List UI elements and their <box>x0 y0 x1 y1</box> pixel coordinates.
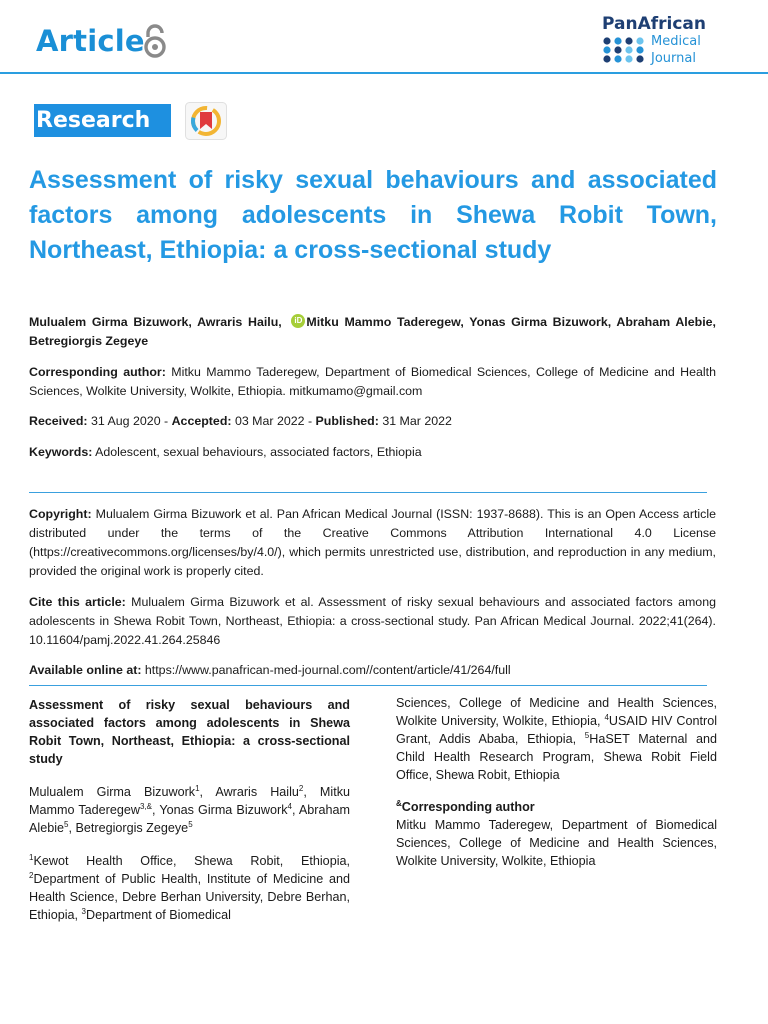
body-right-column <box>396 694 717 870</box>
online-url[interactable]: https://www.panafrican-med-journal.com//content/article/41/264/full <box>141 663 511 677</box>
publication-dates <box>29 412 716 431</box>
author-separator: , <box>151 803 160 817</box>
body-author-list <box>29 783 350 837</box>
author-name: Awraris Hailu <box>215 785 299 799</box>
cite-text: Mulualem Girma Bizuwork et al. Assessment of risky sexual behaviours and associated factors among adolescents in Shewa Robit Town, Northeast, Ethiopia: a cross-sectional study. Pan African Medical Journal. 2022;41(264). 10.11604/pamj.2022.41.264.25846 <box>29 595 716 647</box>
author-list <box>29 313 716 351</box>
affiliation-text: Kewot Health Office, Shewa Robit, Ethiopia, <box>33 854 350 868</box>
author-separator: , <box>68 821 76 835</box>
affiliation-text: Department of Public Health, Institute of Medicine and Health Science, Debre Berhan University, Debre Berhan, Ethiopia, <box>29 872 350 922</box>
affiliation-sup: 1 <box>29 852 34 862</box>
author-name: Mulualem Girma Bizuwork <box>29 785 196 799</box>
logo-dot <box>625 37 632 44</box>
affiliation-continued: Sciences, College of Medicine and Health Sciences, Wolkite University, Wolkite, Ethiopia, <box>396 696 717 728</box>
logo-dots-icon <box>602 36 648 66</box>
crossmark-icon[interactable] <box>185 102 227 140</box>
research-badge: Research <box>34 104 171 137</box>
affiliation-sup: 5 <box>584 730 590 740</box>
body-article-title: Assessment of risky sexual behaviours and associated factors among adolescents in Shewa Robit Town, Northeast, Ethiopia: a cross-sectional study <box>29 698 350 766</box>
open-access-lock-icon <box>143 24 167 60</box>
author-name: Betregiorgis Zegeye <box>75 821 189 835</box>
logo-journal: Journal <box>651 51 696 66</box>
logo-dot <box>603 37 610 44</box>
logo-dot <box>636 46 643 53</box>
available-online <box>29 661 716 680</box>
cite-label: Cite this article: <box>29 595 126 609</box>
author-affiliation-sup: 4 <box>287 801 292 811</box>
article-label: Article <box>36 24 145 58</box>
logo-name: PanAfrican <box>602 14 706 34</box>
logo-dot <box>625 46 632 53</box>
author-affiliation-sup: 1 <box>195 783 200 793</box>
author-name: Yonas Girma Bizuwork <box>159 803 288 817</box>
affiliation-sup: 3 <box>81 906 86 916</box>
corresponding-author-details: Mitku Mammo Taderegew, Department of Biomedical Sciences, College of Medicine and Health Sciences, Wolkite University, Wolkite, Ethiopia <box>396 818 717 868</box>
logo-medical: Medical <box>651 34 701 49</box>
affiliation-text: Department of Biomedical <box>85 908 231 922</box>
authors-before-orcid: Mulualem Girma Bizuwork, Awraris Hailu, <box>29 315 288 329</box>
author-name: Mitku Mammo Taderegew <box>29 785 351 817</box>
published-label: Published: <box>315 414 379 428</box>
copyright-label: Copyright: <box>29 507 92 521</box>
author-separator: , <box>303 785 320 799</box>
logo-dot <box>614 46 621 53</box>
copyright-text: Mulualem Girma Bizuwork et al. Pan African Medical Journal (ISSN: 1937-8688). This is an Open Access article distributed under the terms of the Creative Commons Attribution International 4.0 License (https://creativecommons.org/licenses/by/4.0/), which permits unrestricted use, distribution, and reproduction in any medium, provided the original work is properly cited. <box>29 507 716 578</box>
authors-after-orcid: Mitku Mammo Taderegew, Yonas Girma Bizuwork, Abraham Alebie, Betregiorgis Zegeye <box>29 315 716 348</box>
received-label: Received: <box>29 414 88 428</box>
author-name: Abraham Alebie <box>29 803 350 835</box>
logo-dot <box>625 55 632 62</box>
keywords <box>29 443 716 462</box>
logo-dot <box>603 55 610 62</box>
keywords-label: Keywords: <box>29 445 93 459</box>
corresponding-author <box>29 363 716 401</box>
section-divider <box>29 492 707 493</box>
orcid-icon[interactable]: iD <box>291 314 305 328</box>
published-date: 31 Mar 2022 <box>378 414 452 428</box>
received-date: 31 Aug 2020 - <box>87 414 172 428</box>
corresponding-text: Mitku Mammo Taderegew, Department of Biomedical Sciences, College of Medicine and Health Sciences, Wolkite University, Wolkite, Ethiopia. mitkumamo@gmail.com <box>29 365 716 398</box>
corresponding-heading-text: Corresponding author <box>401 800 535 814</box>
logo-dot <box>614 37 621 44</box>
journal-header <box>0 0 768 74</box>
author-affiliation-sup: 2 <box>298 783 304 793</box>
logo-dot <box>636 55 643 62</box>
keywords-text: Adolescent, sexual behaviours, associated factors, Ethiopia <box>92 445 422 459</box>
article-title: Assessment of risky sexual behaviours and associated factors among adolescents in Shewa Robit Town, Northeast, Ethiopia: a cross-sectional study <box>29 166 717 264</box>
affiliation-sup: 2 <box>29 870 34 880</box>
affiliations-right <box>396 694 717 784</box>
copyright-notice <box>29 505 716 581</box>
author-affiliation-sup: 5 <box>188 819 193 829</box>
corresponding-label: Corresponding author: <box>29 365 166 379</box>
logo-dot <box>636 37 643 44</box>
affiliation-sup: 4 <box>604 712 609 722</box>
affiliation-text: HaSET Maternal and Child Health Research Program, Shewa Robit Field Office, Shewa Robit, Ethiopia <box>396 732 718 782</box>
body-left-column <box>29 696 350 924</box>
accepted-date: 03 Mar 2022 - <box>231 414 316 428</box>
author-affiliation-sup: 3,& <box>139 801 152 811</box>
section-divider <box>29 685 707 686</box>
author-separator: , <box>199 785 216 799</box>
online-label: Available online at: <box>29 663 142 677</box>
author-separator: , <box>291 803 299 817</box>
accepted-label: Accepted: <box>171 414 232 428</box>
logo-dot <box>614 55 621 62</box>
panafrican-medical-journal-logo <box>600 16 740 68</box>
header-divider <box>0 72 768 74</box>
corresponding-sup: & <box>396 798 402 808</box>
citation <box>29 593 716 650</box>
affiliations-left <box>29 852 350 924</box>
logo-dot <box>603 46 610 53</box>
author-affiliation-sup: 5 <box>64 819 69 829</box>
affiliation-text: USAID HIV Control Grant, Addis Ababa, Ethiopia, <box>396 714 717 746</box>
corresponding-author-heading <box>396 798 717 816</box>
